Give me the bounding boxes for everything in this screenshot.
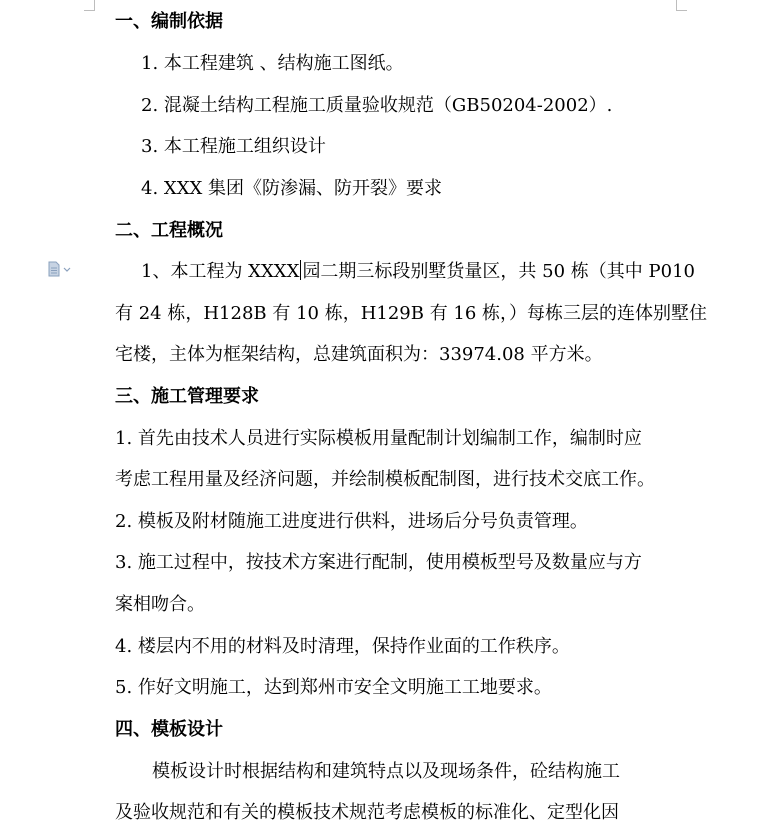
heading-management: 三、施工管理要求 — [115, 386, 259, 407]
overview-line-1-part-a: 1、本工程为 XXXX — [141, 261, 300, 282]
page-corner-guide-left-h — [84, 10, 95, 11]
basis-item-4: 4. XXX 集团《防渗漏、防开裂》要求 — [141, 178, 443, 199]
management-line-4: 3. 施工过程中，按技术方案进行配制，使用模板型号及数量应与方 — [115, 552, 642, 573]
formwork-line-1: 模板设计时根据结构和建筑特点以及现场条件，砼结构施工 — [152, 761, 620, 782]
management-line-5: 案相吻合。 — [115, 594, 205, 615]
page-corner-guide-right — [676, 0, 677, 10]
basis-item-3: 3. 本工程施工组织设计 — [141, 136, 326, 157]
management-line-6: 4. 楼层内不用的材料及时清理，保持作业面的工作秩序。 — [115, 636, 570, 657]
heading-basis: 一、编制依据 — [115, 11, 223, 32]
basis-item-1: 1. 本工程建筑 、结构施工图纸。 — [141, 53, 404, 74]
overview-line-3: 宅楼，主体为框架结构，总建筑面积为：33974.08 平方米。 — [115, 344, 603, 365]
heading-formwork-design: 四、模板设计 — [115, 719, 223, 740]
management-line-2: 考虑工程用量及经济问题，并绘制模板配制图，进行技术交底工作。 — [115, 469, 655, 490]
page-corner-guide-right-h — [676, 10, 687, 11]
overview-line-2: 有 24 栋，H128B 有 10 栋，H129B 有 16 栋，）每栋三层的连体别墅住 — [115, 303, 708, 324]
overview-line-1-part-b: 园二期三标段别墅货量区，共 50 栋（其中 P010 — [302, 261, 695, 282]
management-line-1: 1. 首先由技术人员进行实际模板用量配制计划编制工作，编制时应 — [115, 428, 642, 449]
management-line-7: 5. 作好文明施工，达到郑州市安全文明施工工地要求。 — [115, 677, 552, 698]
management-line-3: 2. 模板及附材随施工进度进行供料，进场后分号负责管理。 — [115, 511, 588, 532]
heading-overview: 二、工程概况 — [115, 220, 223, 241]
document-dropdown-icon[interactable] — [47, 261, 77, 277]
formwork-line-2: 及验收规范和有关的模板技术规范考虑模板的标准化、定型化因 — [115, 802, 619, 823]
overview-line-1 — [141, 260, 695, 284]
basis-item-2: 2. 混凝土结构工程施工质量验收规范（GB50204-2002）. — [141, 95, 613, 116]
page-corner-guide-left — [94, 0, 95, 10]
